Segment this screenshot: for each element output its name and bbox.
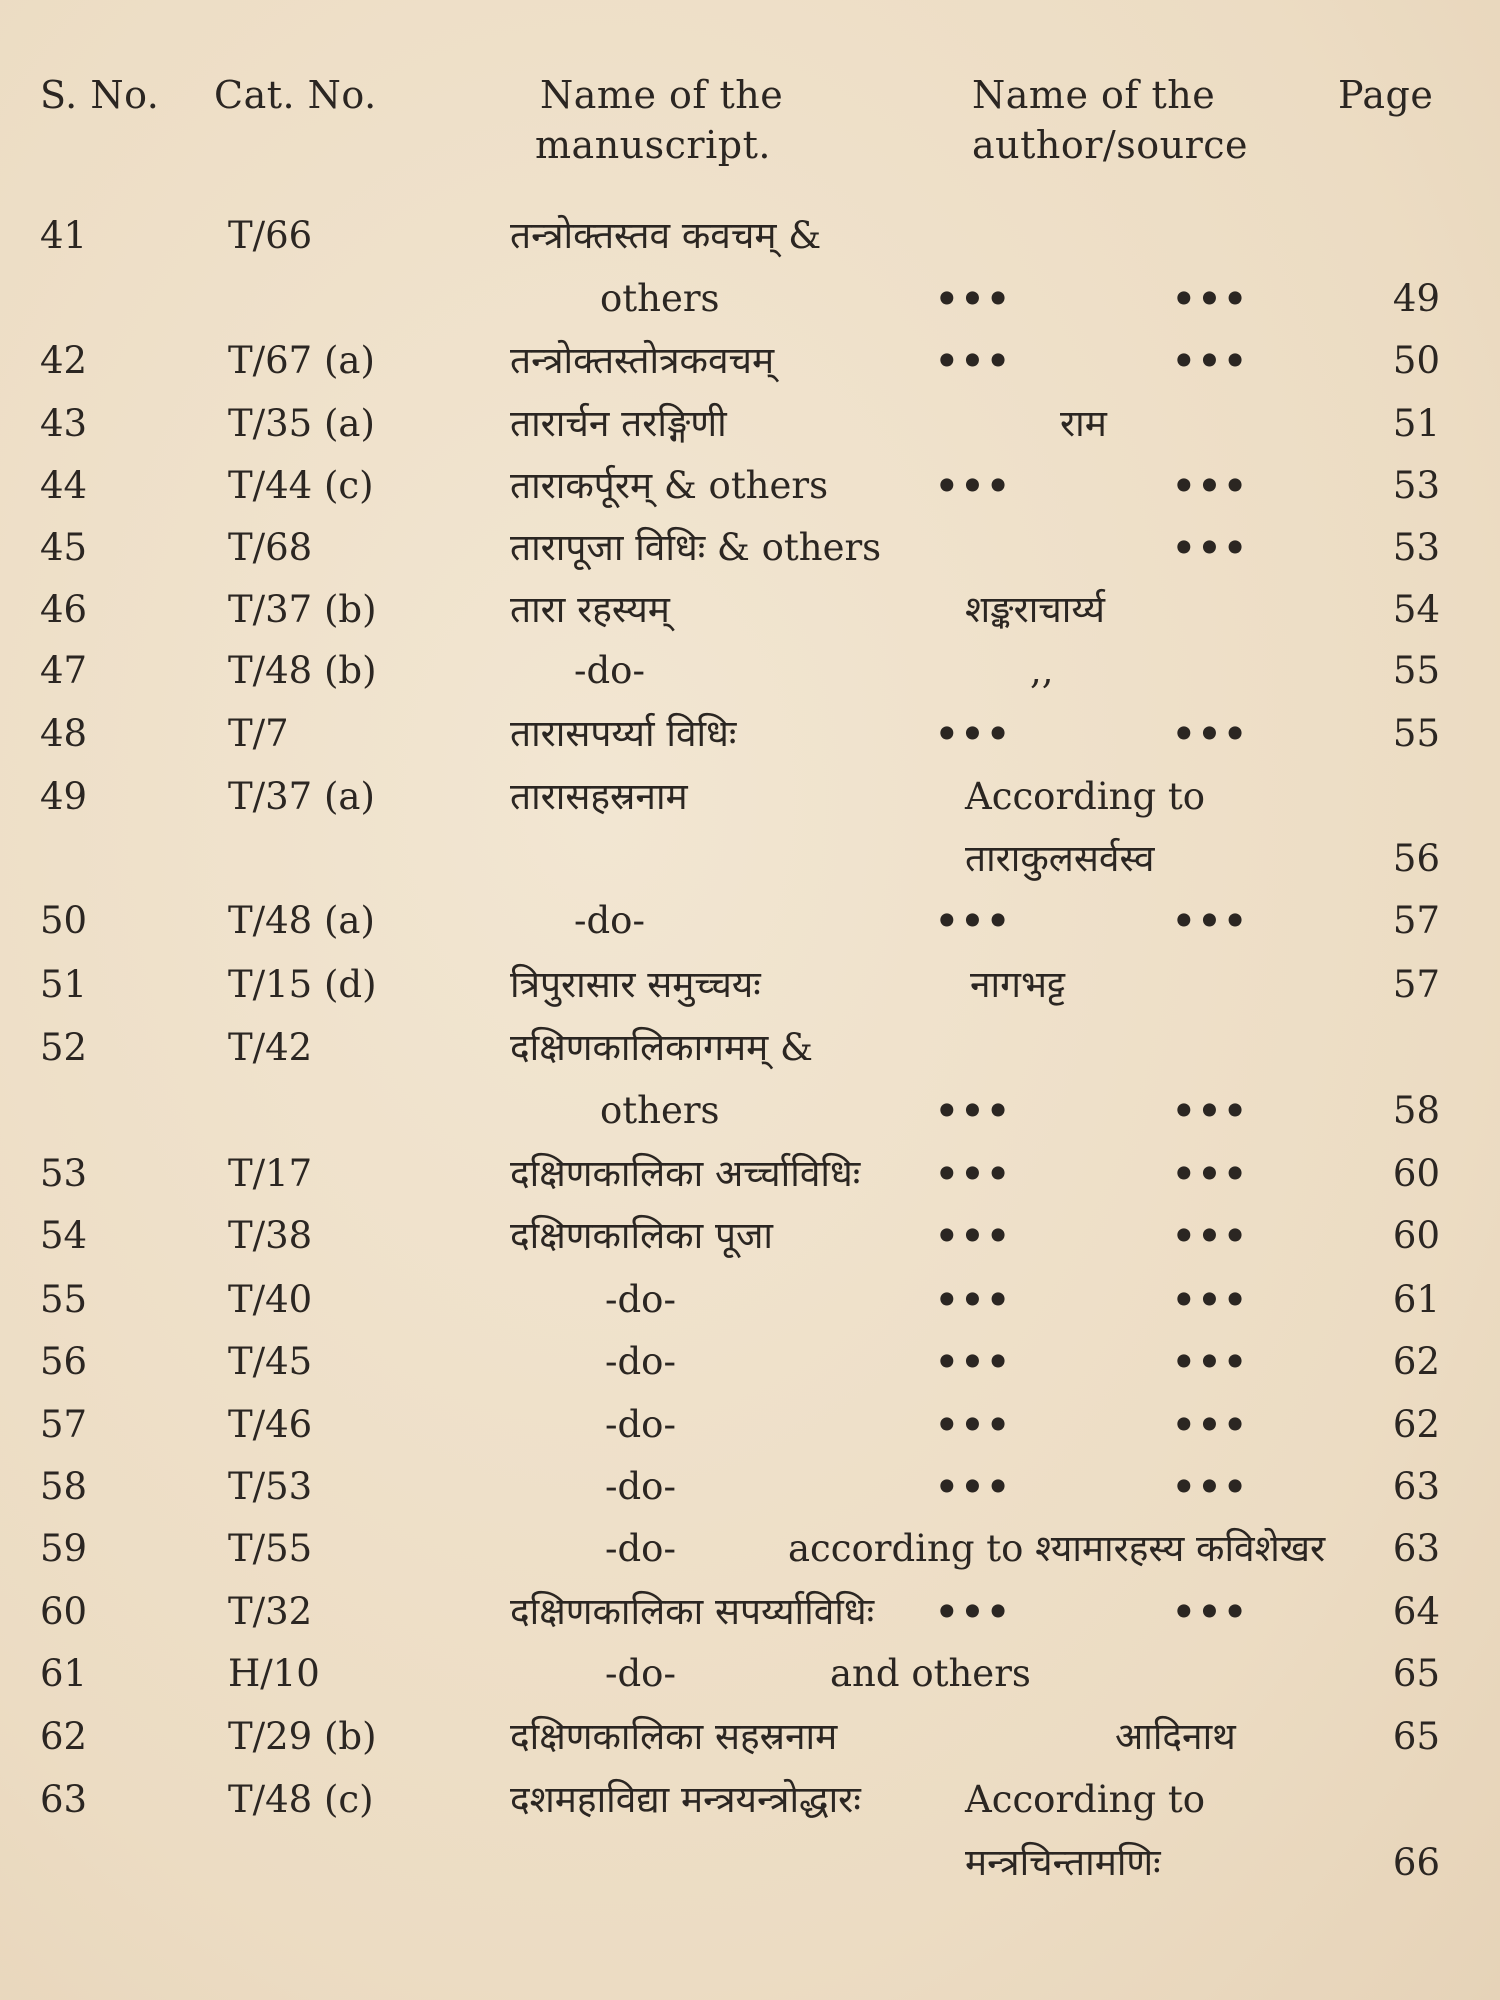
header-page: Page (1338, 73, 1434, 117)
row-leader-dots: ••• (935, 1590, 1012, 1634)
row-page: 55 (1392, 649, 1440, 692)
row-cat-no: T/37 (b) (228, 588, 377, 631)
row-manuscript-name: -do- (605, 1278, 676, 1321)
row-cat-no: H/10 (228, 1652, 320, 1695)
row-manuscript-name: दक्षिणकालिकागमम् & (510, 1026, 813, 1069)
row-sno: 46 (40, 588, 88, 631)
row-leader-dots: ••• (935, 1214, 1012, 1258)
row-cat-no: T/15 (d) (228, 963, 377, 1006)
row-sno: 51 (40, 963, 88, 1006)
row-page: 57 (1392, 899, 1440, 942)
row-manuscript-name: तन्त्रोक्तस्तोत्रकवचम् (510, 339, 775, 382)
table-row (0, 1080, 1500, 1142)
row-page: 63 (1392, 1465, 1440, 1508)
row-sno: 52 (40, 1026, 88, 1069)
row-leader-dots: ••• (1172, 1590, 1249, 1634)
row-leader-dots: ••• (1172, 1403, 1249, 1447)
table-row (0, 1205, 1500, 1267)
row-cat-no: T/67 (a) (228, 339, 375, 382)
row-page: 62 (1392, 1340, 1440, 1383)
row-cat-no: T/32 (228, 1590, 313, 1633)
table-row (0, 1143, 1500, 1205)
row-page: 65 (1392, 1652, 1440, 1695)
row-leader-dots: ••• (1172, 1214, 1249, 1258)
row-manuscript-name: तारार्चन तरङ्गिणी (510, 402, 727, 445)
row-page: 53 (1392, 526, 1440, 569)
row-sno: 41 (40, 214, 88, 257)
row-sno: 48 (40, 712, 88, 755)
row-manuscript-name: -do- (605, 1652, 676, 1695)
table-row (0, 1581, 1500, 1643)
row-page: 50 (1392, 339, 1440, 382)
header-name-line1: Name of the (540, 73, 784, 117)
row-cat-no: T/48 (a) (228, 899, 375, 942)
row-cat-no: T/7 (228, 712, 289, 755)
row-leader-dots: ••• (935, 464, 1012, 508)
row-cat-no: T/48 (b) (228, 649, 377, 692)
row-cat-no: T/48 (c) (228, 1778, 374, 1821)
row-page: 61 (1392, 1278, 1440, 1321)
row-author: and others (830, 1652, 1031, 1695)
table-row (0, 1832, 1500, 1894)
row-leader-dots: ••• (1172, 899, 1249, 943)
row-manuscript-name: तारासहस्रनाम (510, 775, 688, 818)
row-leader-dots: ••• (935, 1278, 1012, 1322)
row-cat-no: T/37 (a) (228, 775, 375, 818)
row-author: According to (965, 1778, 1206, 1821)
header-cat: Cat. No. (214, 73, 377, 117)
row-sno: 63 (40, 1778, 88, 1821)
row-cat-no: T/42 (228, 1026, 313, 1069)
table-row (0, 1394, 1500, 1456)
row-leader-dots: ••• (935, 339, 1012, 383)
row-sno: 56 (40, 1340, 88, 1383)
row-sno: 49 (40, 775, 88, 818)
row-manuscript-name: दशमहाविद्या मन्त्रयन्त्रोद्धारः (510, 1778, 861, 1821)
table-row (0, 1643, 1500, 1705)
row-manuscript-name: तारासपर्य्या विधिः (510, 712, 737, 755)
row-sno: 50 (40, 899, 88, 942)
row-leader-dots: ••• (1172, 1278, 1249, 1322)
row-leader-dots: ••• (1172, 1089, 1249, 1133)
row-author: नागभट्ट (970, 963, 1066, 1006)
row-leader-dots: ••• (1172, 526, 1249, 570)
row-sno: 58 (40, 1465, 88, 1508)
row-cat-no: T/46 (228, 1403, 313, 1446)
row-manuscript-name: तारा रहस्यम् (510, 588, 670, 631)
row-leader-dots: ••• (1172, 1465, 1249, 1509)
row-leader-dots: ••• (1172, 464, 1249, 508)
row-page: 51 (1392, 402, 1440, 445)
row-leader-dots: ••• (935, 1465, 1012, 1509)
row-sno: 53 (40, 1152, 88, 1195)
row-sno: 54 (40, 1214, 88, 1257)
table-row (0, 954, 1500, 1016)
row-page: 49 (1392, 277, 1440, 320)
row-cat-no: T/53 (228, 1465, 313, 1508)
row-cat-no: T/68 (228, 526, 313, 569)
row-cat-no: T/35 (a) (228, 402, 375, 445)
row-manuscript-name: दक्षिणकालिका सहस्रनाम (510, 1715, 838, 1758)
row-manuscript-name: -do- (605, 1340, 676, 1383)
table-row (0, 579, 1500, 641)
row-page: 60 (1392, 1214, 1440, 1257)
row-leader-dots: ••• (1172, 339, 1249, 383)
row-page: 65 (1392, 1715, 1440, 1758)
row-manuscript-name: -do- (605, 1403, 676, 1446)
row-page: 63 (1392, 1527, 1440, 1570)
table-row (0, 766, 1500, 828)
row-manuscript-name: -do- (605, 1527, 676, 1570)
row-cat-no: T/40 (228, 1278, 313, 1321)
row-manuscript-name: तारापूजा विधिः & others (510, 526, 882, 569)
row-page: 66 (1392, 1841, 1440, 1884)
row-leader-dots: ••• (1172, 1152, 1249, 1196)
row-page: 62 (1392, 1403, 1440, 1446)
row-manuscript-name: others (600, 277, 720, 320)
row-author: शङ्कराचार्य्य (965, 588, 1105, 631)
table-row (0, 1456, 1500, 1518)
row-page: 64 (1392, 1590, 1440, 1633)
table-row (0, 455, 1500, 517)
row-author: according to श्यामारहस्य कविशेखर (788, 1527, 1326, 1570)
header-sno: S. No. (40, 73, 160, 117)
row-leader-dots: ••• (935, 1403, 1012, 1447)
row-leader-dots: ••• (1172, 277, 1249, 321)
row-sno: 59 (40, 1527, 88, 1570)
row-manuscript-name: -do- (574, 899, 645, 942)
row-manuscript-name: others (600, 1089, 720, 1132)
row-page: 55 (1392, 712, 1440, 755)
row-leader-dots: ••• (935, 277, 1012, 321)
row-page: 57 (1392, 963, 1440, 1006)
row-author: According to (965, 775, 1206, 818)
row-sno: 47 (40, 649, 88, 692)
table-row (0, 268, 1500, 330)
row-sno: 57 (40, 1403, 88, 1446)
row-sno: 43 (40, 402, 88, 445)
row-page: 58 (1392, 1089, 1440, 1132)
row-sno: 60 (40, 1590, 88, 1633)
row-manuscript-name: तन्त्रोक्तस्तव कवचम् & (510, 214, 822, 257)
header-author-line1: Name of the (972, 73, 1216, 117)
row-cat-no: T/29 (b) (228, 1715, 377, 1758)
row-manuscript-name: ताराकर्पूरम् & others (510, 464, 829, 507)
table-row (0, 205, 1500, 267)
row-cat-no: T/66 (228, 214, 313, 257)
row-author: राम (1060, 402, 1107, 445)
row-sno: 44 (40, 464, 88, 507)
table-row (0, 1769, 1500, 1831)
row-cat-no: T/38 (228, 1214, 313, 1257)
row-author: मन्त्रचिन्तामणिः (965, 1841, 1161, 1884)
row-author: आदिनाथ (1115, 1715, 1236, 1758)
row-cat-no: T/44 (c) (228, 464, 374, 507)
row-leader-dots: ••• (1172, 1340, 1249, 1384)
row-cat-no: T/55 (228, 1527, 313, 1570)
row-leader-dots: ••• (935, 899, 1012, 943)
row-manuscript-name: -do- (605, 1465, 676, 1508)
row-leader-dots: ••• (1172, 712, 1249, 756)
table-row (0, 1017, 1500, 1079)
row-page: 53 (1392, 464, 1440, 507)
row-sno: 62 (40, 1715, 88, 1758)
header-author-line2: author/source (972, 123, 1249, 167)
row-cat-no: T/17 (228, 1152, 313, 1195)
row-page: 60 (1392, 1152, 1440, 1195)
table-row (0, 640, 1500, 702)
table-row (0, 330, 1500, 392)
row-author: ताराकुलसर्वस्व (965, 837, 1155, 880)
row-sno: 42 (40, 339, 88, 382)
table-row (0, 828, 1500, 890)
table-row (0, 1331, 1500, 1393)
row-sno: 55 (40, 1278, 88, 1321)
row-leader-dots: ••• (935, 1152, 1012, 1196)
row-manuscript-name: त्रिपुरासार समुच्चयः (510, 963, 761, 1006)
table-row (0, 1706, 1500, 1768)
table-row (0, 703, 1500, 765)
row-sno: 45 (40, 526, 88, 569)
row-manuscript-name: दक्षिणकालिका पूजा (510, 1214, 773, 1257)
header-name-line2: manuscript. (535, 123, 771, 167)
row-page: 54 (1392, 588, 1440, 631)
table-row (0, 393, 1500, 455)
row-manuscript-name: दक्षिणकालिका सपर्य्याविधिः (510, 1590, 875, 1633)
row-sno: 61 (40, 1652, 88, 1695)
row-leader-dots: ••• (935, 1340, 1012, 1384)
table-row (0, 890, 1500, 952)
table-row (0, 1518, 1500, 1580)
row-leader-dots: ••• (935, 1089, 1012, 1133)
row-cat-no: T/45 (228, 1340, 313, 1383)
row-page: 56 (1392, 837, 1440, 880)
row-leader-dots: ••• (935, 712, 1012, 756)
table-row (0, 1269, 1500, 1331)
row-author: ,, (1030, 649, 1054, 692)
table-row (0, 517, 1500, 579)
row-manuscript-name: दक्षिणकालिका अर्च्चाविधिः (510, 1152, 861, 1195)
row-manuscript-name: -do- (574, 649, 645, 692)
